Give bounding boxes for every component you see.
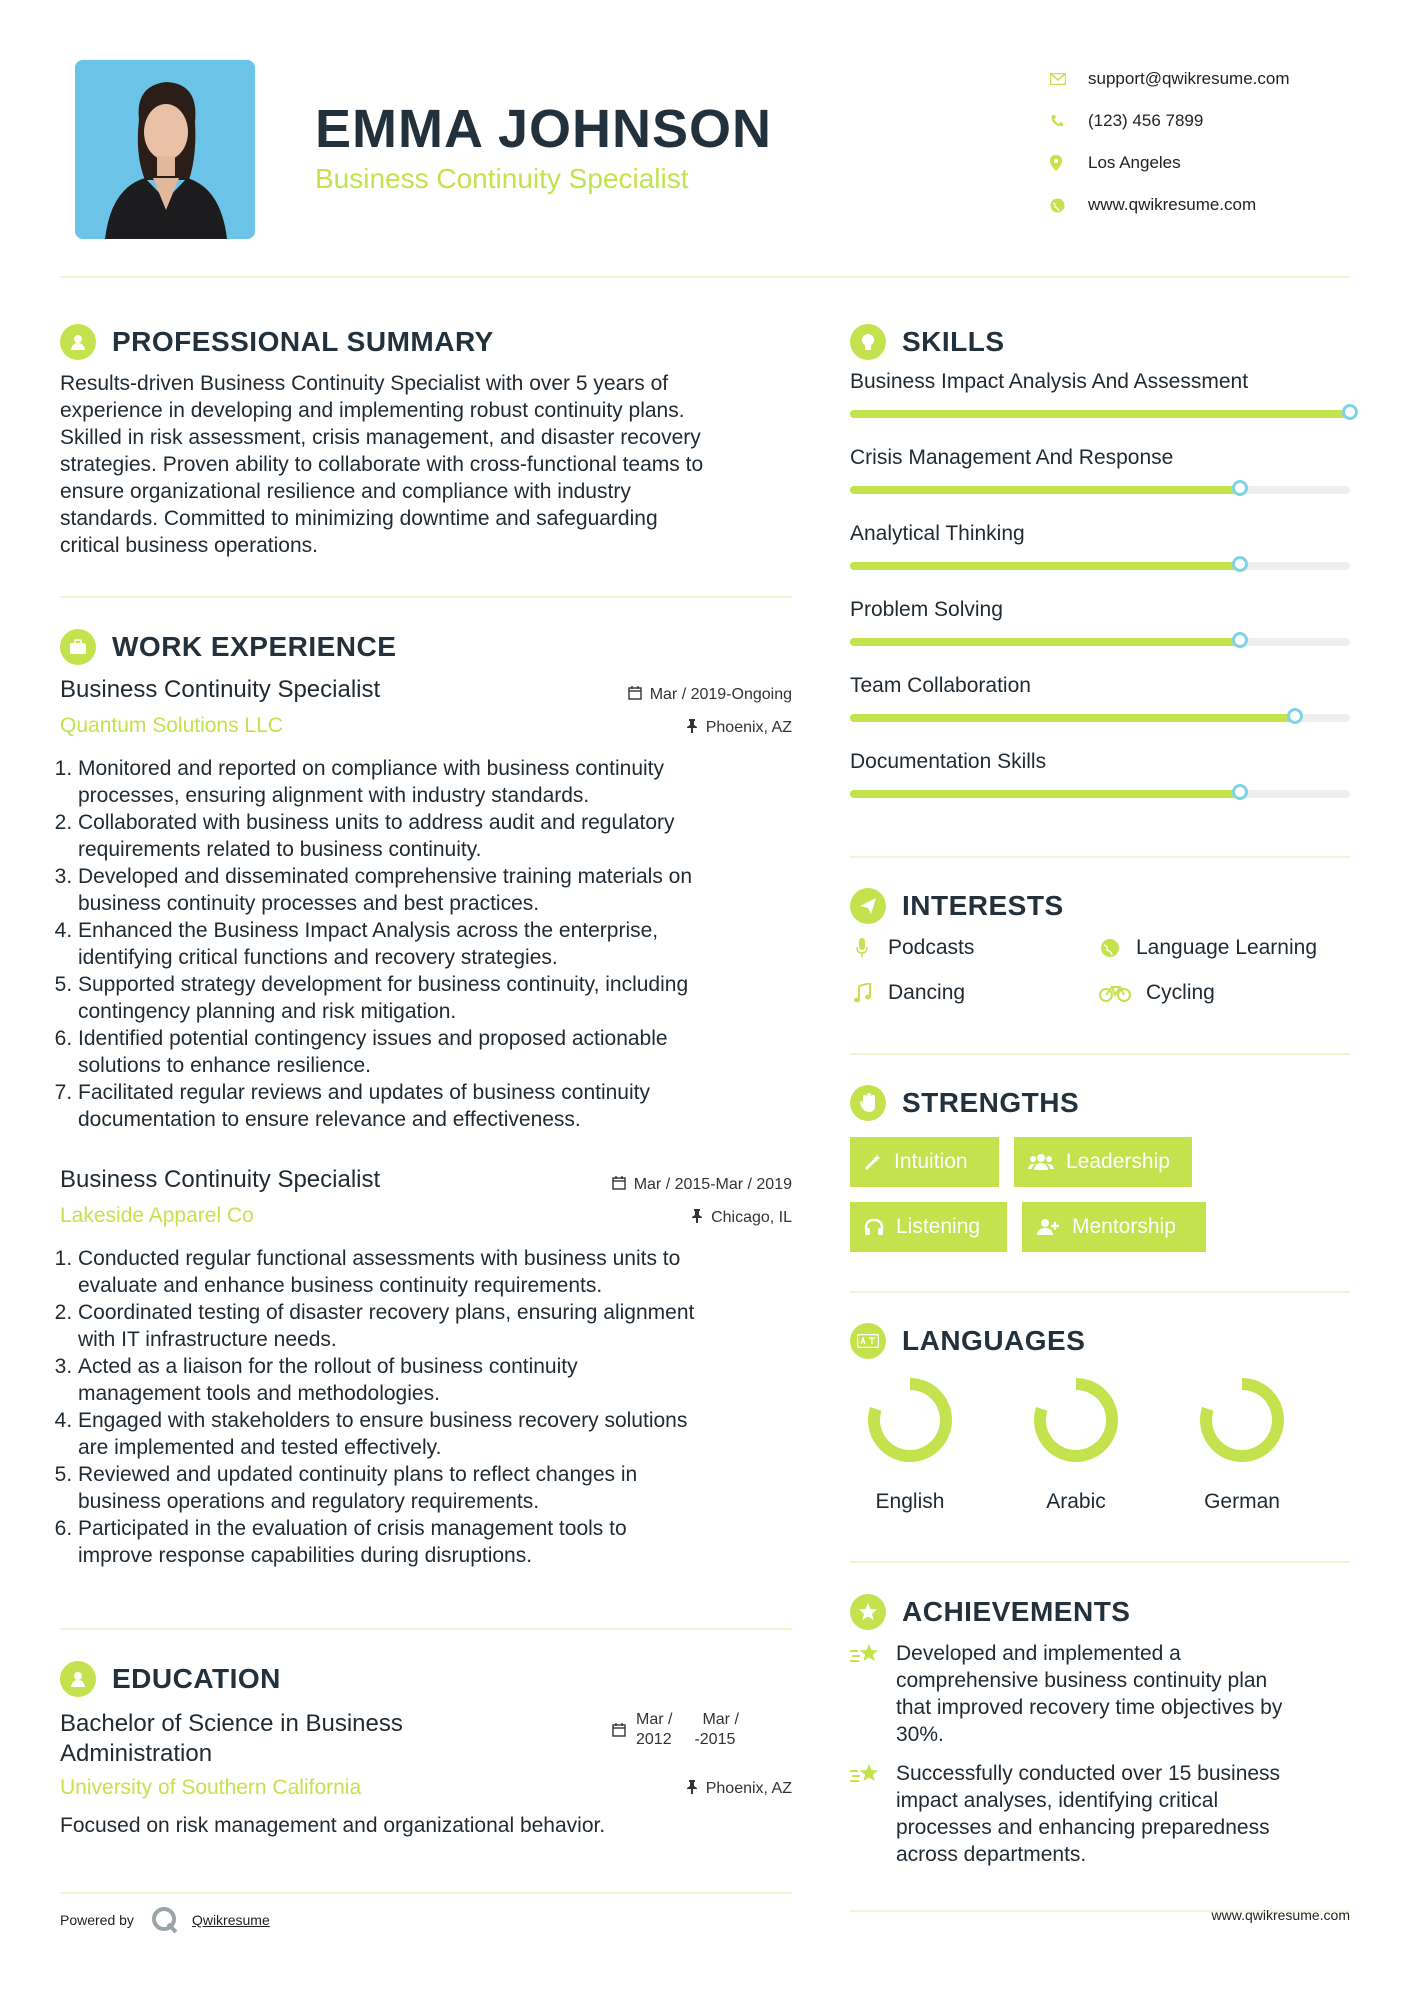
- qwikresume-link[interactable]: Qwikresume: [191, 1912, 270, 1928]
- job-dates-text: Mar / 2015-Mar / 2019: [633, 1176, 792, 1193]
- job-dates-text: Mar / 2019-Ongoing: [649, 686, 792, 703]
- candidate-name: EMMA JOHNSON: [315, 99, 773, 159]
- skill-bar: [850, 714, 1350, 722]
- strength-label: Listening: [896, 1215, 981, 1238]
- skill-bar-knob: [1232, 632, 1248, 648]
- education-heading: [60, 1661, 792, 1697]
- degree-line: Bachelor of Science in Business: [60, 1710, 403, 1737]
- globe-icon: [1098, 938, 1122, 958]
- user-icon: [60, 324, 96, 360]
- job-title: Business Continuity Specialist: [60, 676, 381, 703]
- interest-item: [850, 981, 965, 1005]
- skills-list: [850, 370, 1350, 826]
- contact-list: [1050, 58, 1380, 226]
- job-location: [520, 1209, 792, 1227]
- skill-bar-fill: [850, 790, 1240, 798]
- pushpin-icon: [691, 1209, 703, 1227]
- languages-title: LANGUAGES: [902, 1325, 1086, 1356]
- phone-icon: [1050, 114, 1088, 128]
- contact-phone-text: (123) 456 7899: [1088, 111, 1204, 130]
- job-location: [520, 719, 792, 737]
- list-item: 3. Developed and disseminated comprehensive training materials on business continuity processes and best practices.: [78, 863, 792, 917]
- skill-bar-knob: [1287, 708, 1303, 724]
- strength-label: Mentorship: [1072, 1215, 1176, 1238]
- contact-website[interactable]: [1050, 184, 1380, 226]
- list-item: 5. Supported strategy development for business continuity, including contingency planning and risk mitigation.: [78, 971, 792, 1025]
- interest-label: Language Learning: [1136, 936, 1318, 959]
- pushpin-icon: [686, 1780, 698, 1798]
- bicycle-icon: [1098, 984, 1132, 1002]
- powered-by-label: Powered by: [60, 1912, 134, 1928]
- pushpin-icon: [686, 719, 698, 737]
- list-item: 3. Acted as a liaison for the rollout of business continuity management tools and methodologies.: [78, 1353, 792, 1407]
- language-label: Arabic: [1046, 1490, 1106, 1513]
- job-dates: [520, 686, 792, 704]
- summary-text: [60, 370, 792, 559]
- experience-heading: [60, 629, 792, 665]
- interest-label: Dancing: [888, 981, 966, 1004]
- contact-email-text: support@qwikresume.com: [1088, 69, 1290, 88]
- skill-bar: [850, 486, 1350, 494]
- language-icon: [850, 1323, 886, 1359]
- strength-tag: [1022, 1202, 1206, 1252]
- skill-item: [850, 598, 1350, 674]
- job-responsibilities: [60, 755, 792, 1133]
- list-item: 5. Reviewed and updated continuity plans to reflect changes in business operations and regulatory requirements.: [78, 1461, 792, 1515]
- footer-divider: [60, 1892, 792, 1894]
- briefcase-icon: [60, 629, 96, 665]
- summary-line: ensure organizational resilience and compliance with industry: [60, 480, 631, 503]
- degree-line: Administration: [60, 1740, 213, 1767]
- strength-tag: [1014, 1137, 1192, 1187]
- summary-line: critical business operations.: [60, 534, 318, 557]
- section-divider: [850, 1291, 1350, 1293]
- responsibility-list: [60, 755, 792, 1133]
- experience-title: WORK EXPERIENCE: [112, 631, 397, 662]
- company-name: Lakeside Apparel Co: [60, 1204, 254, 1227]
- globe-icon: [1050, 198, 1088, 213]
- shooting-star-icon: [850, 1640, 896, 1673]
- skill-bar: [850, 790, 1350, 798]
- strength-label: Leadership: [1066, 1150, 1170, 1173]
- section-divider: [850, 1053, 1350, 1055]
- interest-item: [1098, 981, 1215, 1005]
- job-dates: [500, 1176, 792, 1194]
- contact-phone[interactable]: [1050, 100, 1380, 142]
- summary-title: PROFESSIONAL SUMMARY: [112, 326, 494, 357]
- skills-title: SKILLS: [902, 326, 1005, 357]
- interest-label: Cycling: [1146, 981, 1215, 1004]
- lightbulb-icon: [850, 324, 886, 360]
- skills-heading: [850, 324, 1350, 360]
- achievement-item: [850, 1760, 1350, 1868]
- contact-website-text: www.qwikresume.com: [1088, 195, 1257, 214]
- candidate-title: Business Continuity Specialist: [315, 163, 689, 194]
- group-icon: [1028, 1153, 1054, 1171]
- header-divider: [60, 276, 1350, 278]
- magic-wand-icon: [864, 1153, 882, 1171]
- location-icon: [1050, 155, 1088, 171]
- skill-name: Team Collaboration: [850, 674, 1031, 697]
- email-icon: [1050, 73, 1088, 85]
- skill-name: Business Impact Analysis And Assessment: [850, 370, 1249, 393]
- skill-bar: [850, 562, 1350, 570]
- section-divider: [850, 1561, 1350, 1563]
- calendar-icon: [612, 1176, 626, 1194]
- responsibility-list: [60, 1245, 792, 1569]
- list-item: 1. Monitored and reported on compliance with business continuity processes, ensuring alignment with industry standards.: [78, 755, 792, 809]
- profile-photo: [75, 60, 255, 239]
- interests-heading: [850, 888, 1350, 924]
- education-description: Focused on risk management and organizational behavior.: [60, 1814, 606, 1837]
- skill-item: [850, 522, 1350, 598]
- achievement-text: Successfully conducted over 15 business impact analyses, identifying critical processes and enhancing preparedness across departments.: [896, 1762, 1281, 1866]
- education-dates: [612, 1710, 792, 1750]
- skill-bar-knob: [1232, 784, 1248, 800]
- achievements-list: [850, 1640, 1350, 1868]
- summary-line: experience in developing and implementing robust continuity plans.: [60, 399, 685, 422]
- school-name: University of Southern California: [60, 1776, 362, 1799]
- skill-bar-knob: [1342, 404, 1358, 420]
- interest-item: [850, 936, 974, 960]
- skill-bar-fill: [850, 486, 1240, 494]
- list-item: 7. Facilitated regular reviews and updates of business continuity documentation to ensure relevance and effectiveness.: [78, 1079, 792, 1133]
- achievements-title: ACHIEVEMENTS: [902, 1596, 1131, 1627]
- list-item: 6. Identified potential contingency issues and proposed actionable solutions to enhance resilience.: [78, 1025, 792, 1079]
- skill-bar-fill: [850, 714, 1295, 722]
- job-location-text: Chicago, IL: [711, 1209, 792, 1226]
- education-end: Mar / -2015: [694, 1711, 739, 1748]
- section-divider: [60, 1628, 792, 1630]
- skill-item: [850, 446, 1350, 522]
- achievements-heading: [850, 1594, 1350, 1630]
- language-label: German: [1204, 1490, 1280, 1513]
- skill-bar-fill: [850, 410, 1350, 418]
- education-start: Mar / 2012: [636, 1711, 673, 1748]
- skill-item: [850, 370, 1350, 446]
- list-item: 2. Collaborated with business units to address audit and regulatory requirements related to business continuity.: [78, 809, 792, 863]
- skill-name: Analytical Thinking: [850, 522, 1025, 545]
- star-badge-icon: [850, 1594, 886, 1630]
- contact-location: [1050, 142, 1380, 184]
- interest-label: Podcasts: [888, 936, 975, 959]
- headphones-icon: [864, 1218, 884, 1236]
- music-note-icon: [850, 983, 874, 1003]
- achievement-item: [850, 1640, 1350, 1748]
- strengths-heading: [850, 1085, 1350, 1121]
- skill-name: Documentation Skills: [850, 750, 1047, 773]
- summary-line: Results-driven Business Continuity Specialist with over 5 years of: [60, 372, 669, 395]
- calendar-icon: [628, 686, 642, 704]
- education-location-text: Phoenix, AZ: [705, 1780, 792, 1797]
- powered-by: [60, 1905, 270, 1935]
- shooting-star-icon: [850, 1760, 896, 1793]
- microphone-icon: [850, 938, 874, 958]
- strength-label: Intuition: [894, 1150, 968, 1173]
- list-item: 4. Engaged with stakeholders to ensure business recovery solutions are implemented and tested effectively.: [78, 1407, 792, 1461]
- degree-name: [60, 1709, 403, 1769]
- job-responsibilities: [60, 1245, 792, 1569]
- user-plus-icon: [1036, 1218, 1060, 1236]
- strengths-title: STRENGTHS: [902, 1087, 1080, 1118]
- skill-bar-knob: [1232, 480, 1248, 496]
- paper-plane-icon: [850, 888, 886, 924]
- strength-tag: [850, 1202, 1007, 1252]
- calendar-icon: [612, 1723, 626, 1737]
- summary-line: standards. Committed to minimizing downtime and safeguarding: [60, 507, 658, 530]
- graduation-icon: [60, 1661, 96, 1697]
- summary-heading: [60, 324, 792, 360]
- contact-location-text: Los Angeles: [1088, 153, 1181, 172]
- skill-bar-fill: [850, 562, 1240, 570]
- language-label: English: [875, 1490, 945, 1513]
- skill-name: Problem Solving: [850, 598, 1003, 621]
- list-item: 2. Coordinated testing of disaster recovery plans, ensuring alignment with IT infrastructure needs.: [78, 1299, 792, 1353]
- qwikresume-logo-icon: [150, 1905, 180, 1935]
- achievement-text: Developed and implemented a comprehensive business continuity plan that improved recovery time objectives by 30%.: [896, 1642, 1283, 1746]
- skill-item: [850, 750, 1350, 826]
- company-name: Quantum Solutions LLC: [60, 714, 283, 737]
- skill-item: [850, 674, 1350, 750]
- hand-icon: [850, 1085, 886, 1121]
- job-title: Business Continuity Specialist: [60, 1166, 381, 1193]
- interests-title: INTERESTS: [902, 890, 1064, 921]
- footer-website[interactable]: www.qwikresume.com: [1211, 1907, 1350, 1923]
- skill-bar: [850, 410, 1350, 418]
- skill-bar: [850, 638, 1350, 646]
- languages-heading: [850, 1323, 1350, 1359]
- section-divider: [60, 596, 792, 598]
- contact-email[interactable]: [1050, 58, 1380, 100]
- languages-chart: [850, 1370, 1350, 1480]
- skill-bar-knob: [1232, 556, 1248, 572]
- interest-item: [1098, 936, 1317, 960]
- section-divider: [850, 856, 1350, 858]
- summary-line: Skilled in risk assessment, crisis management, and disaster recovery: [60, 426, 701, 449]
- skill-name: Crisis Management And Response: [850, 446, 1174, 469]
- skill-bar-fill: [850, 638, 1240, 646]
- summary-line: strategies. Proven ability to collaborate with cross-functional teams to: [60, 453, 704, 476]
- list-item: 1. Conducted regular functional assessments with business units to evaluate and enhance business continuity requirements.: [78, 1245, 792, 1299]
- education-location: [520, 1780, 792, 1798]
- list-item: 4. Enhanced the Business Impact Analysis across the enterprise, identifying critical functions and recovery strategies.: [78, 917, 792, 971]
- job-location-text: Phoenix, AZ: [705, 719, 792, 736]
- list-item: 6. Participated in the evaluation of crisis management tools to improve response capabilities during disruptions.: [78, 1515, 792, 1569]
- education-title: EDUCATION: [112, 1663, 281, 1694]
- strength-tag: [850, 1137, 999, 1187]
